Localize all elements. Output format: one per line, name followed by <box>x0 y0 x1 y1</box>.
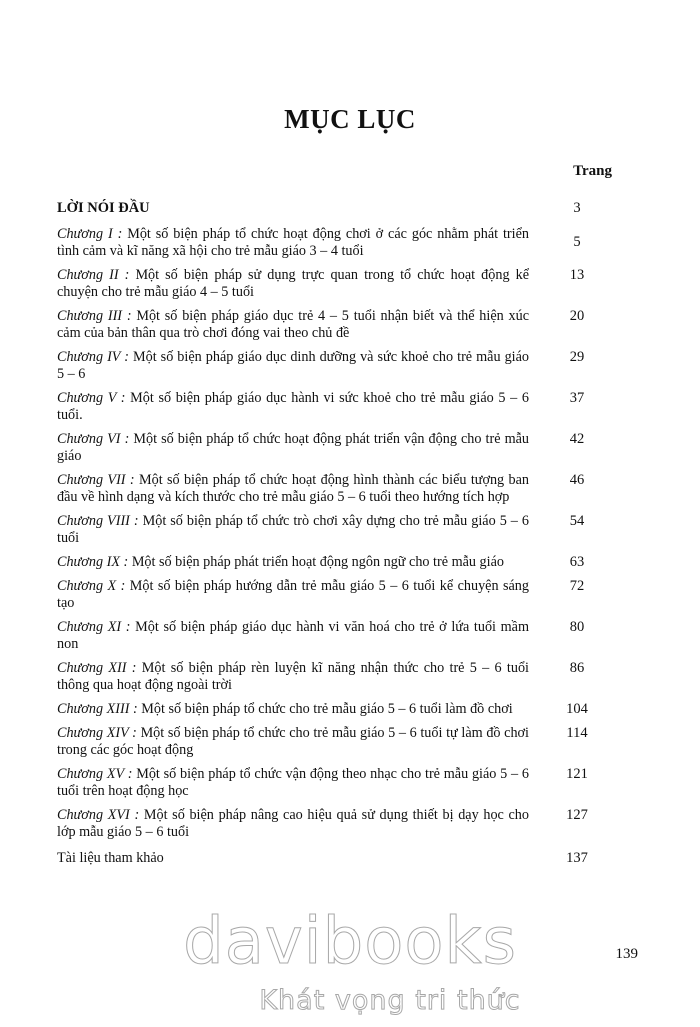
toc-entry-chapter-12[interactable] <box>57 660 625 694</box>
toc-entry-chapter-3[interactable] <box>57 308 625 342</box>
toc-entry-chapter-11[interactable] <box>57 619 625 653</box>
toc-entry-title <box>57 513 529 547</box>
chapter-label: Chương VI : <box>57 431 130 447</box>
chapter-label: Chương XII : <box>57 660 137 676</box>
toc-entry-title <box>57 267 529 301</box>
toc-entry-page: 63 <box>569 554 585 570</box>
toc-entry-chapter-13[interactable] <box>57 701 625 718</box>
toc-entry-page: 29 <box>569 349 585 365</box>
toc-entry-title <box>57 701 529 718</box>
watermark-slogan: Khát vọng tri thức <box>259 985 521 1016</box>
toc-entry-text: Một số biện pháp giáo dục dinh dưỡng và sức khoẻ cho trẻ mẫu giáo 5 – 6 <box>57 349 529 382</box>
toc-entry-text: Một số biện pháp giáo dục trẻ 4 – 5 tuổi nhận biết và thể hiện xúc cảm của bản thân qua trò chơi đóng vai theo chủ đề <box>57 308 530 341</box>
toc-entry-title <box>57 660 529 694</box>
chapter-label: Chương V : <box>57 390 126 406</box>
toc-entry-title <box>57 349 529 383</box>
chapter-label: Chương IX : <box>57 554 129 570</box>
chapter-label: Chương IV : <box>57 349 129 365</box>
toc-entry-title <box>57 308 529 342</box>
chapter-label: Chương VII : <box>57 472 135 488</box>
toc-entry-text: Một số biện pháp hướng dẫn trẻ mẫu giáo 5 – 6 tuổi kể chuyện sáng tạo <box>57 578 529 611</box>
toc-entry-page: 20 <box>569 308 585 324</box>
toc-entry-text: Một số biện pháp sử dụng trực quan trong tổ chức hoạt động kể chuyện cho trẻ mẫu giáo 4 – 5 tuổi <box>57 267 529 300</box>
toc-entry-chapter-5[interactable] <box>57 390 625 424</box>
chapter-label: Chương XI : <box>57 619 131 635</box>
toc-entry-page: 13 <box>569 267 585 283</box>
toc-entry-chapter-9[interactable] <box>57 554 625 571</box>
toc-entry-page: 80 <box>569 619 585 635</box>
toc-entry-chapter-6[interactable] <box>57 431 625 465</box>
chapter-label: Chương X : <box>57 578 126 594</box>
toc-entry-page: 5 <box>573 234 581 250</box>
toc-entry-title <box>57 578 529 612</box>
chapter-label: Chương VIII : <box>57 513 139 529</box>
toc-entry-page: 121 <box>566 766 588 782</box>
toc-entry-intro[interactable] <box>57 200 625 217</box>
toc-entry-chapter-1[interactable] <box>57 226 625 260</box>
toc-entry-page: 137 <box>566 850 588 866</box>
toc-entry-text: Một số biện pháp rèn luyện kĩ năng nhận thức cho trẻ 5 – 6 tuổi thông qua hoạt động ngoài trời <box>57 660 529 693</box>
toc-entry-page: 114 <box>566 725 588 741</box>
toc-entry-text: Một số biện pháp tổ chức vận động theo nhạc cho trẻ mẫu giáo 5 – 6 tuổi trên hoạt động học <box>57 766 529 799</box>
toc-entry-text: Một số biện pháp giáo dục hành vi sức khoẻ cho trẻ mẫu giáo 5 – 6 tuổi. <box>57 390 529 423</box>
toc-entry-text: LỜI NÓI ĐẦU <box>57 200 150 216</box>
toc-entry-title <box>57 807 529 841</box>
toc-entry-text: Một số biện pháp tổ chức cho trẻ mẫu giáo 5 – 6 tuổi làm đồ chơi <box>137 701 513 717</box>
toc-entry-page: 104 <box>566 701 588 717</box>
toc-entry-page: 46 <box>569 472 585 488</box>
toc-entry-title <box>57 554 529 571</box>
toc-entry-title <box>57 472 529 506</box>
watermark-brand: davibooks <box>183 905 517 979</box>
chapter-label: Chương II : <box>57 267 130 283</box>
chapter-label: Chương XIII : <box>57 701 138 717</box>
toc-entry-page: 54 <box>569 513 585 529</box>
toc-entry-references[interactable] <box>57 850 625 867</box>
toc-entry-page: 86 <box>569 660 585 676</box>
toc-entry-chapter-2[interactable] <box>57 267 625 301</box>
toc-entry-text: Một số biện pháp tổ chức hoạt động chơi ở các góc nhằm phát triển tình cảm và kĩ năng xã hội cho trẻ mẫu giáo 3 – 4 tuổi <box>57 226 529 259</box>
toc-entry-title <box>57 766 529 800</box>
toc-entry-chapter-10[interactable] <box>57 578 625 612</box>
toc-entry-title <box>57 619 529 653</box>
page-title: MỤC LỤC <box>284 104 416 134</box>
toc-entry-text: Tài liệu tham khảo <box>57 850 164 866</box>
chapter-label: Chương XVI : <box>57 807 140 823</box>
toc-entry-page: 37 <box>569 390 585 406</box>
page-column-header: Trang <box>573 163 612 179</box>
toc-entry-title <box>57 226 529 260</box>
toc-entry-title <box>57 725 529 759</box>
toc-entry-text: Một số biện pháp giáo dục hành vi văn hoá cho trẻ ở lứa tuổi mầm non <box>57 619 529 652</box>
toc-entry-title <box>57 431 529 465</box>
toc-entry-text: Một số biện pháp tổ chức hoạt động phát triển vận động cho trẻ mẫu giáo <box>57 431 529 464</box>
table-of-contents <box>57 200 625 867</box>
toc-entry-text: Một số biện pháp tổ chức cho trẻ mẫu giáo 5 – 6 tuổi tự làm đồ chơi trong các góc hoạt động <box>57 725 529 758</box>
toc-entry-page: 42 <box>569 431 585 447</box>
toc-entry-page: 3 <box>573 200 581 216</box>
toc-entry-title <box>57 200 529 217</box>
toc-entry-chapter-14[interactable] <box>57 725 625 759</box>
toc-entry-chapter-8[interactable] <box>57 513 625 547</box>
toc-entry-text: Một số biện pháp nâng cao hiệu quả sử dụng thiết bị dạy học cho lớp mẫu giáo 5 – 6 tuổi <box>57 807 529 840</box>
toc-entry-chapter-16[interactable] <box>57 807 625 841</box>
toc-entry-chapter-7[interactable] <box>57 472 625 506</box>
toc-entry-page: 72 <box>569 578 585 594</box>
toc-entry-chapter-4[interactable] <box>57 349 625 383</box>
toc-entry-text: Một số biện pháp tổ chức trò chơi xây dựng cho trẻ mẫu giáo 5 – 6 tuổi <box>57 513 529 546</box>
toc-entry-chapter-15[interactable] <box>57 766 625 800</box>
toc-entry-page: 127 <box>566 807 588 823</box>
chapter-label: Chương III : <box>57 308 132 324</box>
toc-entry-title <box>57 390 529 424</box>
toc-entry-text: Một số biện pháp phát triển hoạt động ngôn ngữ cho trẻ mẫu giáo <box>128 554 504 570</box>
chapter-label: Chương I : <box>57 226 123 242</box>
chapter-label: Chương XIV : <box>57 725 137 741</box>
page-number: 139 <box>615 946 638 962</box>
toc-entry-title <box>57 850 529 867</box>
toc-entry-text: Một số biện pháp tổ chức hoạt động hình thành các biểu tượng ban đầu về hình dạng và kích thước cho trẻ mẫu giáo 5 – 6 tuổi theo hướng tích hợp <box>57 472 529 505</box>
chapter-label: Chương XV : <box>57 766 133 782</box>
